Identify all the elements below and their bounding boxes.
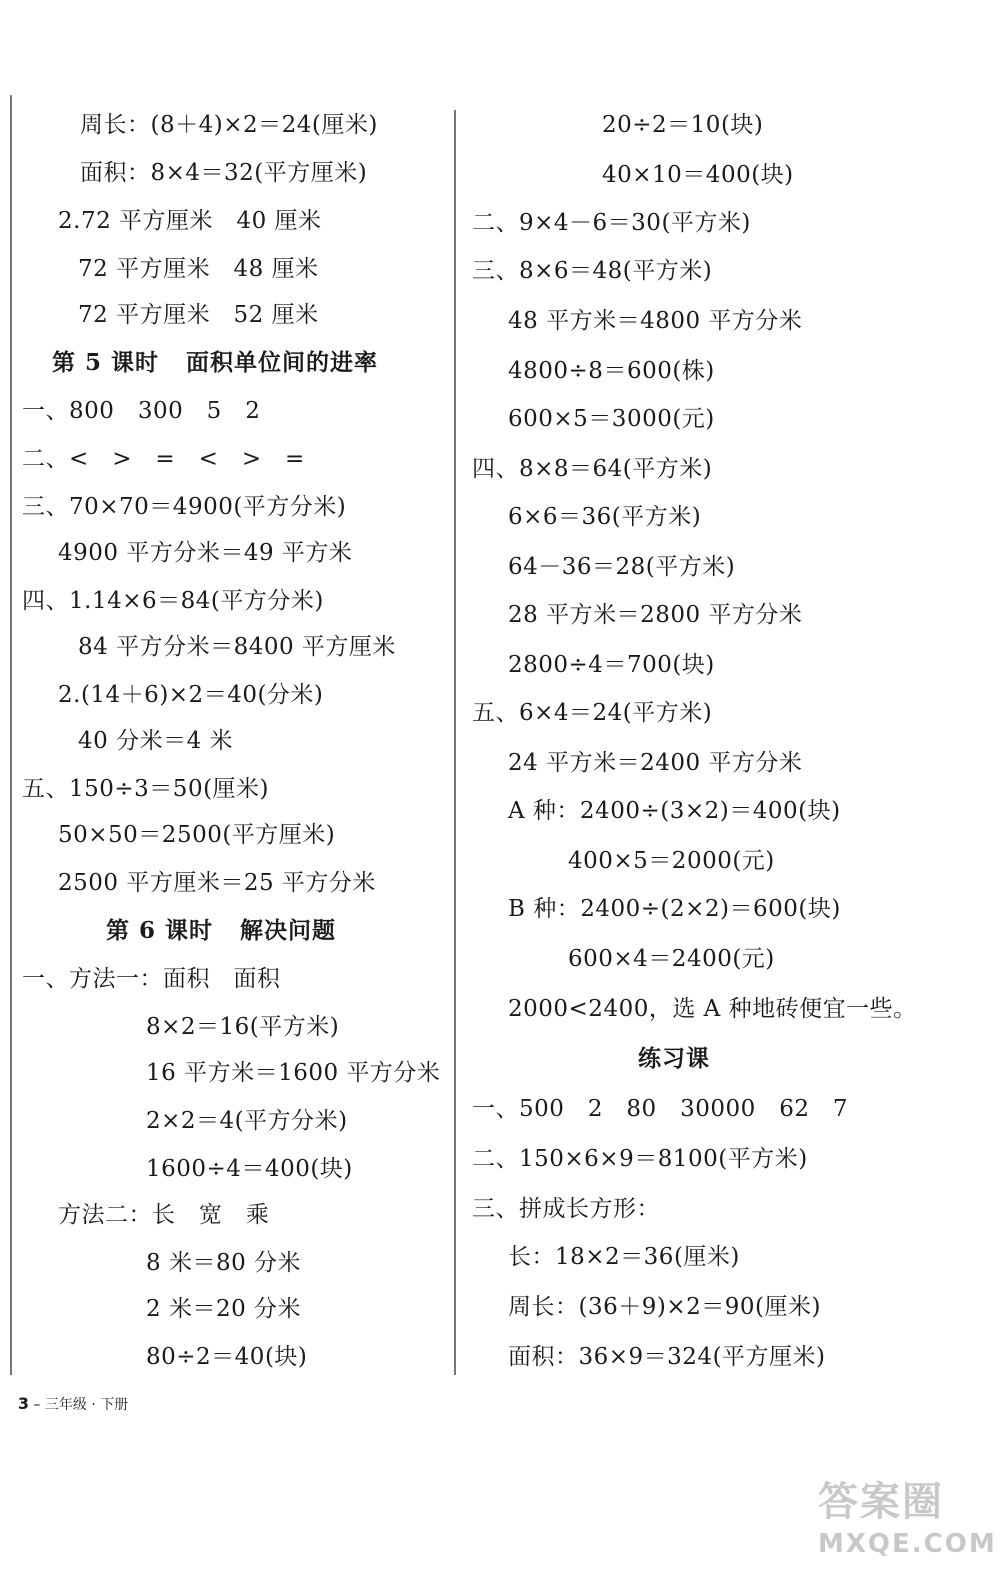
answer-line: 1600÷4＝400(块) bbox=[146, 1156, 353, 1182]
answer-line: 28 平方米＝2800 平方分米 bbox=[508, 602, 803, 628]
answer-line: 72 平方厘米 48 厘米 bbox=[78, 256, 319, 282]
answer-line: 2.(14＋6)×2＝40(分米) bbox=[58, 682, 324, 708]
section-heading: 第 6 课时 解决问题 bbox=[106, 917, 337, 944]
answer-line: 64－36＝28(平方米) bbox=[508, 554, 736, 580]
answer-line: 周长：(36＋9)×2＝90(厘米) bbox=[508, 1294, 821, 1320]
answer-line: 24 平方米＝2400 平方分米 bbox=[508, 750, 803, 776]
site-watermark bbox=[818, 1470, 997, 1570]
answer-line: 400×5＝2000(元) bbox=[568, 848, 775, 874]
answer-line: 40 分米＝4 米 bbox=[78, 728, 234, 754]
section-heading: 练习课 bbox=[638, 1045, 710, 1072]
answer-line: 72 平方厘米 52 厘米 bbox=[78, 302, 319, 328]
answer-line: 48 平方米＝4800 平方分米 bbox=[508, 308, 803, 334]
answer-line: 三、70×70＝4900(平方分米) bbox=[22, 494, 347, 520]
answer-line: 2 米＝20 分米 bbox=[146, 1296, 302, 1322]
answer-line: 周长：(8＋4)×2＝24(厘米) bbox=[80, 112, 378, 138]
answer-line: 40×10＝400(块) bbox=[602, 162, 794, 188]
answer-line: 长：18×2＝36(厘米) bbox=[508, 1244, 740, 1270]
answer-line: 面积：36×9＝324(平方厘米) bbox=[508, 1344, 826, 1370]
grade-label: 三年级 · 下册 bbox=[44, 1397, 129, 1413]
section-heading: 第 5 课时 面积单位间的进率 bbox=[52, 349, 379, 376]
answer-line: 20÷2＝10(块) bbox=[602, 112, 764, 138]
watermark-chinese: 答案圈 bbox=[818, 1479, 944, 1525]
answer-line: 8×2＝16(平方米) bbox=[146, 1014, 340, 1040]
answer-line: 16 平方米＝1600 平方分米 bbox=[146, 1060, 441, 1086]
answer-line: 面积：8×4＝32(平方厘米) bbox=[80, 160, 368, 186]
watermark-url: MXQE.COM bbox=[818, 1529, 997, 1559]
answer-line: 6×6＝36(平方米) bbox=[508, 504, 702, 530]
answer-line: 2×2＝4(平方分米) bbox=[146, 1108, 348, 1134]
answer-line: 80÷2＝40(块) bbox=[146, 1344, 308, 1370]
answer-line: 4800÷8＝600(株) bbox=[508, 358, 715, 384]
answer-line: 2800÷4＝700(块) bbox=[508, 652, 715, 678]
answer-line: 8 米＝80 分米 bbox=[146, 1250, 302, 1276]
answer-line: 四、8×8＝64(平方米) bbox=[472, 456, 713, 482]
page-number: 3 bbox=[17, 1394, 29, 1413]
answer-line: 三、8×6＝48(平方米) bbox=[472, 258, 713, 284]
answer-line: 二、150×6×9＝8100(平方米) bbox=[472, 1146, 808, 1172]
column-divider bbox=[454, 110, 456, 1375]
answer-line: 五、150÷3＝50(厘米) bbox=[22, 776, 270, 802]
answer-line: 二、< > = < > = bbox=[22, 446, 305, 472]
answer-line: 600×4＝2400(元) bbox=[568, 946, 775, 972]
answer-line: 一、500 2 80 30000 62 7 bbox=[472, 1096, 849, 1122]
answer-line: 2000<2400，选 A 种地砖便宜一些。 bbox=[508, 996, 917, 1022]
answer-line: 600×5＝3000(元) bbox=[508, 406, 715, 432]
answer-line: 四、1.14×6＝84(平方分米) bbox=[22, 588, 324, 614]
footer-dash: – bbox=[28, 1397, 45, 1413]
answer-line: 一、方法一：面积 面积 bbox=[22, 966, 281, 992]
answer-line: A 种：2400÷(3×2)＝400(块) bbox=[508, 798, 841, 824]
answer-line: 二、9×4－6＝30(平方米) bbox=[472, 210, 751, 236]
answer-line: 五、6×4＝24(平方米) bbox=[472, 700, 713, 726]
answer-line: 方法二：长 宽 乘 bbox=[58, 1202, 270, 1228]
left-margin-rule bbox=[10, 95, 12, 1375]
answer-line: 2.72 平方厘米 40 厘米 bbox=[58, 208, 322, 234]
page-footer bbox=[0, 1378, 128, 1430]
answer-line: 一、800 300 5 2 bbox=[22, 398, 261, 424]
answer-line: 4900 平方分米＝49 平方米 bbox=[58, 540, 353, 566]
answer-line: 84 平方分米＝8400 平方厘米 bbox=[78, 634, 396, 660]
answer-line: B 种：2400÷(2×2)＝600(块) bbox=[508, 896, 841, 922]
answer-line: 三、拼成长方形： bbox=[472, 1196, 660, 1222]
answer-line: 2500 平方厘米＝25 平方分米 bbox=[58, 870, 376, 896]
answer-line: 50×50＝2500(平方厘米) bbox=[58, 822, 336, 848]
